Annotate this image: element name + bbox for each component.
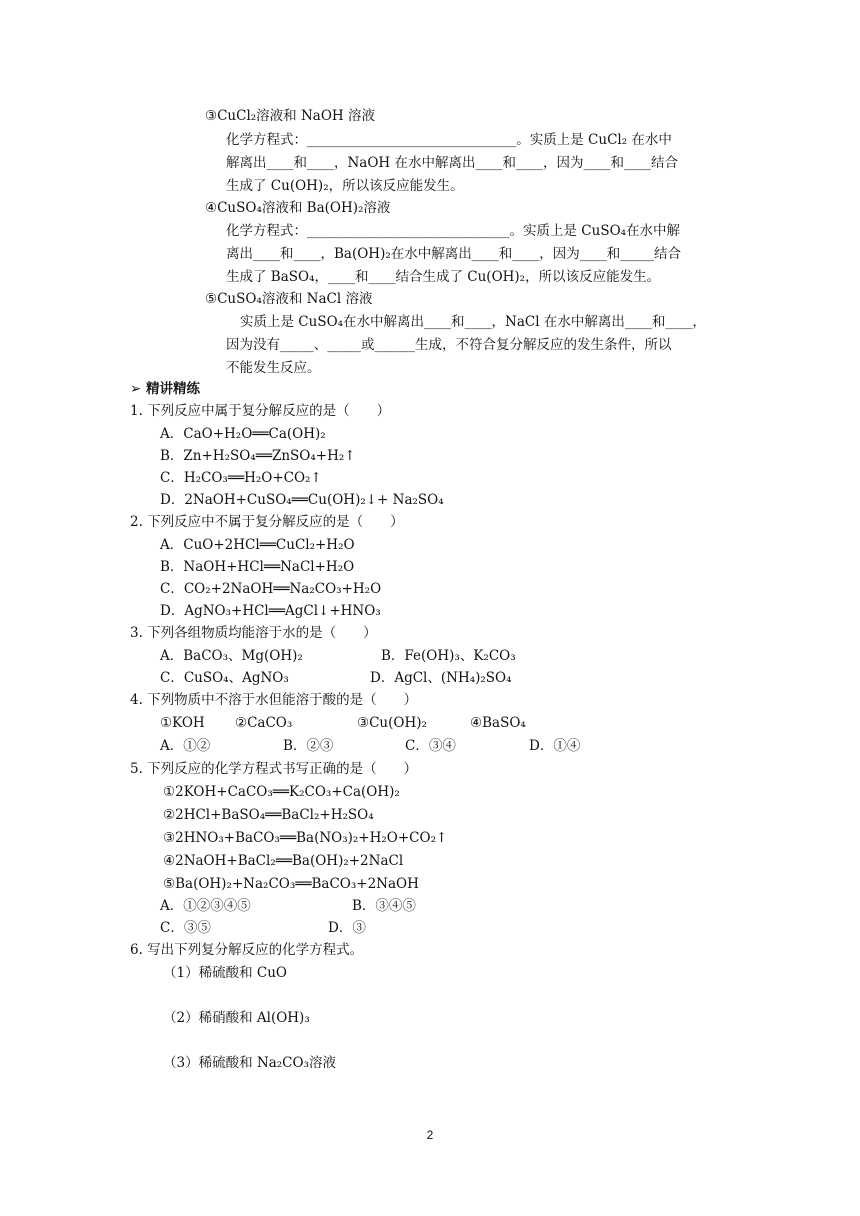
q5-stem: 5. 下列反应的化学方程式书写正确的是（ ） <box>130 761 418 777</box>
q4-item-2: ②CaCO₃ <box>235 715 293 731</box>
q4-option-a: A．①② <box>160 738 211 754</box>
q5-option-a: A．①②③④⑤ <box>160 898 251 914</box>
q4-item-4: ④BaSO₄ <box>470 715 526 731</box>
q5-item-5: ⑤Ba(OH)₂+Na₂CO₃══BaCO₃+2NaOH <box>163 876 419 892</box>
q3-option-c: C．CuSO₄、AgNO₃ <box>160 670 289 686</box>
q3-stem: 3. 下列各组物质均能溶于水的是（ ） <box>130 625 377 641</box>
q5-option-b: B．③④⑤ <box>352 898 416 914</box>
q5-item-2: ②2HCl+BaSO₄══BaCl₂+H₂SO₄ <box>163 807 374 823</box>
q5-item-1: ①2KOH+CaCO₃══K₂CO₃+Ca(OH)₂ <box>163 784 400 800</box>
q2-option-c: C．CO₂+2NaOH══Na₂CO₃+H₂O <box>160 581 382 597</box>
q6-stem: 6. 写出下列复分解反应的化学方程式。 <box>130 942 364 958</box>
q1-option-c: C．H₂CO₃══H₂O+CO₂↑ <box>160 470 322 486</box>
q6-part-2: （2）稀硝酸和 Al(OH)₃ <box>163 1010 310 1026</box>
q1-option-a: A．CaO+H₂O══Ca(OH)₂ <box>160 426 326 442</box>
item5-line1: 实质上是 CuSO₄在水中解离出____和____，NaCl 在水中解离出____和____， <box>240 314 706 330</box>
item3-line1: 化学方程式：_______________________________。实质上是 CuCl₂ 在水中 <box>226 132 672 148</box>
item3-line2: 解离出____和____，NaOH 在水中解离出____和____，因为____和____结合 <box>226 155 678 171</box>
item3-line3: 生成了 Cu(OH)₂，所以该反应能发生。 <box>226 178 464 194</box>
q1-option-d: D．2NaOH+CuSO₄══Cu(OH)₂↓+ Na₂SO₄ <box>160 492 444 508</box>
q5-option-c: C．③⑤ <box>160 920 211 936</box>
q5-item-3: ③2HNO₃+BaCO₃══Ba(NO₃)₂+H₂O+CO₂↑ <box>163 830 448 846</box>
q6-part-1: （1）稀硫酸和 CuO <box>163 965 287 981</box>
item4-line1: 化学方程式：______________________________。实质上是 CuSO₄在水中解 <box>226 223 681 239</box>
q2-stem: 2. 下列反应中不属于复分解反应的是（ ） <box>130 514 404 530</box>
item3-title: ③CuCl₂溶液和 NaOH 溶液 <box>205 108 375 124</box>
item5-title: ⑤CuSO₄溶液和 NaCl 溶液 <box>205 291 373 307</box>
q4-stem: 4. 下列物质中不溶于水但能溶于酸的是（ ） <box>130 692 418 708</box>
q1-option-b: B．Zn+H₂SO₄══ZnSO₄+H₂↑ <box>160 448 356 464</box>
item4-line3: 生成了 BaSO₄，____和____结合生成了 Cu(OH)₂，所以该反应能发生。 <box>226 269 661 285</box>
q3-option-b: B．Fe(OH)₃、K₂CO₃ <box>381 648 516 664</box>
q6-part-3: （3）稀硫酸和 Na₂CO₃溶液 <box>163 1055 336 1071</box>
q2-option-b: B．NaOH+HCl══NaCl+H₂O <box>160 559 355 575</box>
q4-option-b: B．②③ <box>283 738 334 754</box>
q4-option-c: C．③④ <box>405 738 456 754</box>
q3-option-a: A．BaCO₃、Mg(OH)₂ <box>160 648 303 664</box>
item4-title: ④CuSO₄溶液和 Ba(OH)₂溶液 <box>205 200 391 216</box>
q5-item-4: ④2NaOH+BaCl₂══Ba(OH)₂+2NaCl <box>163 853 404 869</box>
item5-line2: 因为没有_____、_____或______生成，不符合复分解反应的发生条件，所以 <box>226 337 672 353</box>
item4-line2: 离出____和____，Ba(OH)₂在水中解离出____和____，因为____和_____结合 <box>226 246 682 262</box>
q5-option-d: D．③ <box>328 920 366 936</box>
item5-line3: 不能发生反应。 <box>226 360 321 376</box>
q4-option-d: D．①④ <box>529 738 581 754</box>
section-heading: ➢ 精讲精练 <box>130 381 201 397</box>
q2-option-d: D．AgNO₃+HCl══AgCl↓+HNO₃ <box>160 603 381 619</box>
q4-item-3: ③Cu(OH)₂ <box>357 715 427 731</box>
q2-option-a: A．CuO+2HCl══CuCl₂+H₂O <box>160 537 355 553</box>
q1-stem: 1. 下列反应中属于复分解反应的是（ ） <box>130 403 391 419</box>
q3-option-d: D．AgCl、(NH₄)₂SO₄ <box>370 670 512 686</box>
page-number: 2 <box>426 1128 434 1142</box>
q4-item-1: ①KOH <box>160 715 205 731</box>
